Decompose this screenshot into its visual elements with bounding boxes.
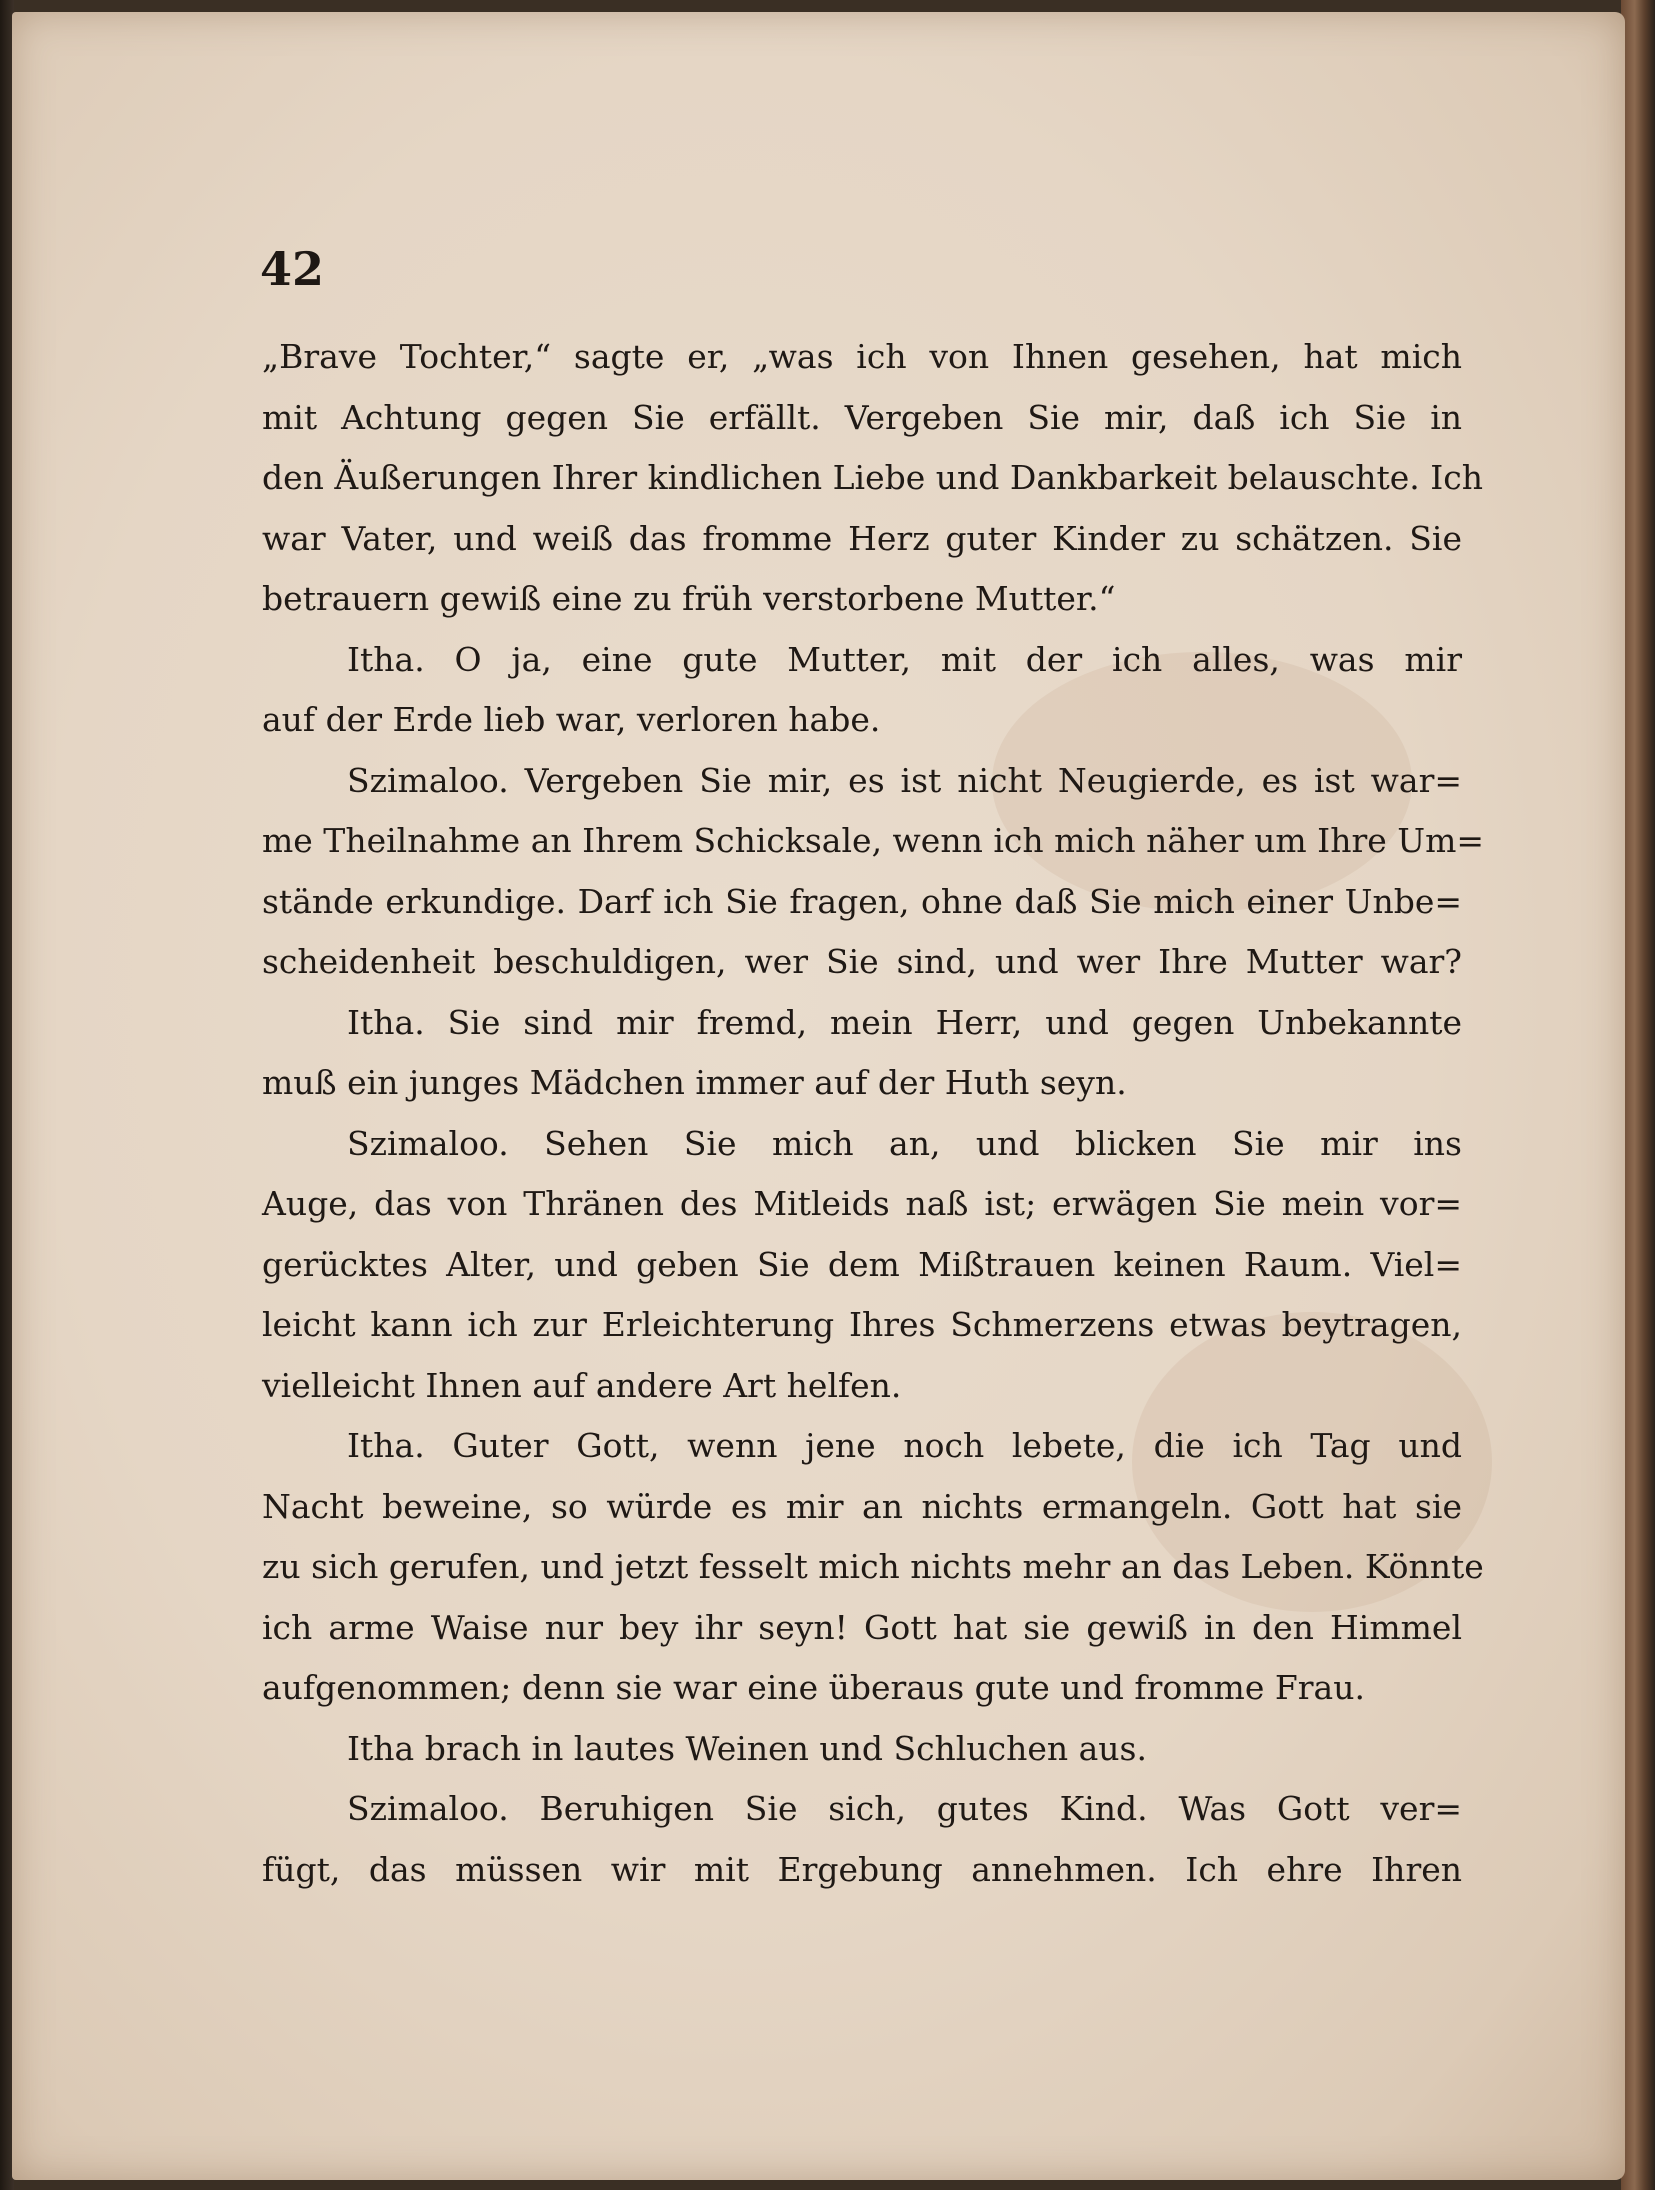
text-line: Itha. Guter Gott, wenn jene noch lebete, die ich Tag und (347, 1426, 1462, 1465)
text-line: Szimaloo. Sehen Sie mich an, und blicken Sie mir ins (347, 1123, 1462, 1163)
text-line: Itha. O ja, eine gute Mutter, mit der ich alles, was mir (347, 639, 1462, 679)
text-line: vielleicht Ihnen auf andere Art helfen. (262, 1365, 902, 1405)
book-page (12, 12, 1625, 2180)
text-line: Szimaloo. Vergeben Sie mir, es ist nicht Neugierde, es ist war= (347, 760, 1462, 800)
text-line: aufgenommen; denn sie war eine überaus gute und fromme Frau. (262, 1668, 1365, 1707)
text-line: auf der Erde lieb war, verloren habe. (262, 700, 881, 739)
text-line: Itha. Sie sind mir fremd, mein Herr, und gegen Unbekannte (347, 1002, 1462, 1042)
body-text (262, 327, 1485, 1900)
text-line: me Theilnahme an Ihrem Schicksale, wenn ich mich näher um Ihre Um= (262, 821, 1485, 860)
text-line: Nacht beweine, so würde es mir an nichts ermangeln. Gott hat sie (262, 1486, 1462, 1526)
text-line: Szimaloo. Beruhigen Sie sich, gutes Kind. Was Gott ver= (347, 1789, 1462, 1828)
text-line: den Äußerungen Ihrer kindlichen Liebe und Dankbarkeit belauschte. Ich (262, 458, 1484, 497)
text-line: stände erkundige. Darf ich Sie fragen, ohne daß Sie mich einer Unbe= (262, 881, 1462, 921)
text-line: „Brave Tochter,“ sagte er, „was ich von Ihnen gesehen, hat mich (262, 337, 1462, 376)
text-line: war Vater, und weiß das fromme Herz guter Kinder zu schätzen. Sie (262, 518, 1462, 558)
text-line: Itha brach in lautes Weinen und Schluchen aus. (347, 1728, 1147, 1768)
text-line: mit Achtung gegen Sie erfällt. Vergeben Sie mir, daß ich Sie in (262, 397, 1462, 437)
text-line: muß ein junges Mädchen immer auf der Huth seyn. (262, 1063, 1127, 1102)
page-edge (1621, 0, 1655, 2190)
text-line: ich arme Waise nur bey ihr seyn! Gott hat sie gewiß in den Himmel (262, 1607, 1462, 1647)
text-line: gerücktes Alter, und geben Sie dem Mißtrauen keinen Raum. Viel= (262, 1244, 1462, 1284)
text-line: fügt, das müssen wir mit Ergebung annehmen. Ich ehre Ihren (262, 1849, 1462, 1889)
page-number: 42 (260, 242, 325, 296)
text-line: zu sich gerufen, und jetzt fesselt mich nichts mehr an das Leben. Könnte (262, 1547, 1484, 1586)
text-line: Auge, das von Thränen des Mitleids naß ist; erwägen Sie mein vor= (262, 1184, 1462, 1223)
text-line: betrauern gewiß eine zu früh verstorbene Mutter.“ (262, 579, 1116, 618)
text-line: leicht kann ich zur Erleichterung Ihres Schmerzens etwas beytragen, (262, 1305, 1462, 1344)
text-line: scheidenheit beschuldigen, wer Sie sind, und wer Ihre Mutter war? (262, 942, 1462, 981)
